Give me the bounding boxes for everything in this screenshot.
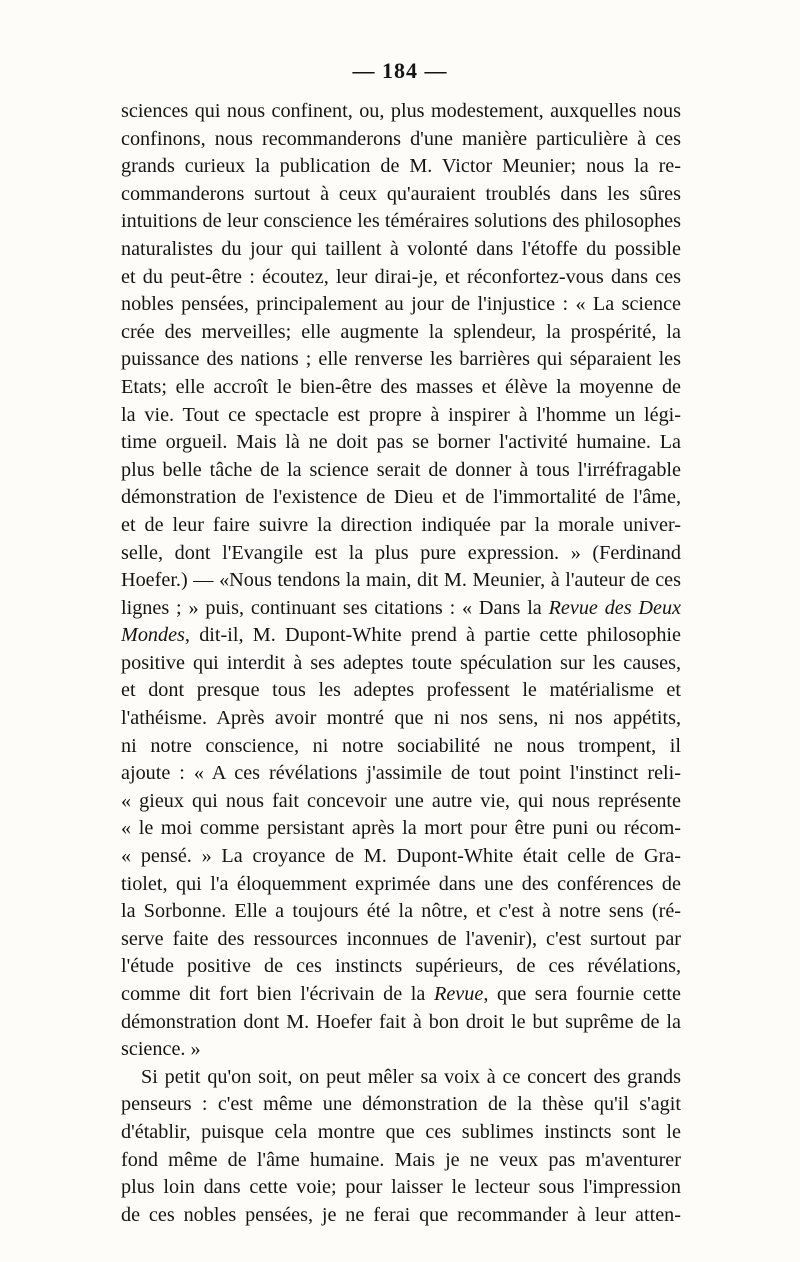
text-line: lignes ; » puis, continuant ses citations : « Dans la Revue des Deux bbox=[121, 596, 681, 619]
italic-title: Revue des Deux bbox=[548, 596, 681, 619]
text-line: crée des merveilles; elle augmente la splendeur, la prospérité, la bbox=[121, 320, 681, 343]
text-line: serve faite des ressources inconnues de l'avenir), c'est surtout par bbox=[121, 927, 681, 950]
text-line: commanderons surtout à ceux qu'auraient troublés dans les sûres bbox=[121, 182, 681, 205]
text-line: intuitions de leur conscience les téméraires solutions des philosophes bbox=[121, 210, 681, 233]
text-line: la Sorbonne. Elle a toujours été la nôtre, et c'est à notre sens (ré- bbox=[121, 900, 681, 923]
text-line: fond même de l'âme humaine. Mais je ne veux pas m'aventurer bbox=[121, 1148, 681, 1171]
text-line: de ces nobles pensées, je ne ferai que recommander à leur atten- bbox=[121, 1203, 681, 1226]
text-line: « le moi comme persistant après la mort pour être puni ou récom- bbox=[121, 817, 681, 840]
text-line: confinons, nous recommanderons d'une manière particulière à ces bbox=[121, 127, 681, 150]
text-line: plus belle tâche de la science serait de donner à tous l'irréfragable bbox=[121, 458, 681, 481]
text-line: l'étude positive de ces instincts supérieurs, de ces révélations, bbox=[121, 955, 681, 978]
text-line: grands curieux la publication de M. Victor Meunier; nous la re- bbox=[121, 155, 681, 178]
text-line: selle, dont l'Evangile est la plus pure expression. » (Ferdinand bbox=[121, 541, 681, 564]
text-line: ni notre conscience, ni notre sociabilité ne nous trompent, il bbox=[121, 734, 681, 757]
text-line: d'établir, puisque cela montre que ces sublimes instincts sont le bbox=[121, 1120, 681, 1143]
body-text bbox=[121, 98, 681, 1229]
page-number: — 184 — bbox=[352, 58, 448, 83]
text-line: et du peut-être : écoutez, leur dirai-je, et réconfortez-vous dans ces bbox=[121, 265, 681, 288]
text-line: comme dit fort bien l'écrivain de la Revue, que sera fournie cette bbox=[121, 983, 681, 1005]
text-line: penseurs : c'est même une démonstration de la thèse qu'il s'agit bbox=[121, 1093, 681, 1116]
italic-title: Revue bbox=[434, 983, 484, 1005]
italic-title: Mondes bbox=[121, 624, 185, 647]
text-line: démonstration dont M. Hoefer fait à bon droit le but suprême de la bbox=[121, 1010, 681, 1033]
text-line: sciences qui nous confinent, ou, plus modestement, auxquelles nous bbox=[121, 100, 681, 122]
text-line: Si petit qu'on soit, on peut mêler sa voix à ce concert des grands bbox=[141, 1065, 681, 1088]
text-line: et dont presque tous les adeptes professent le matérialisme et bbox=[121, 679, 681, 702]
text-line: tiolet, qui l'a éloquemment exprimée dans une des conférences de bbox=[121, 872, 681, 895]
text-line: « gieux qui nous fait concevoir une autre vie, qui nous représente bbox=[121, 789, 681, 812]
text-line: naturalistes du jour qui taillent à volonté dans l'étoffe du possible bbox=[121, 237, 681, 260]
text-line: nobles pensées, principalement au jour de l'injustice : « La science bbox=[121, 293, 681, 316]
text-line: positive qui interdit à ses adeptes toute spéculation sur les causes, bbox=[121, 651, 681, 674]
text-line: ajoute : « A ces révélations j'assimile de tout point l'instinct reli- bbox=[121, 762, 681, 785]
text-line: démonstration de l'existence de Dieu et de l'immortalité de l'âme, bbox=[121, 486, 681, 509]
text-line: Etats; elle accroît le bien-être des masses et élève la moyenne de bbox=[121, 375, 681, 398]
text-line: l'athéisme. Après avoir montré que ni nos sens, ni nos appétits, bbox=[121, 707, 681, 730]
text-line: la vie. Tout ce spectacle est propre à inspirer à l'homme un légi- bbox=[121, 403, 681, 426]
text-line: puissance des nations ; elle renverse les barrières qui séparaient les bbox=[121, 348, 681, 371]
text-line: et de leur faire suivre la direction indiquée par la morale univer- bbox=[121, 513, 681, 536]
text-line: time orgueil. Mais là ne doit pas se borner l'activité humaine. La bbox=[121, 431, 681, 454]
text-line: Mondes, dit-il, M. Dupont-White prend à partie cette philosophie bbox=[121, 624, 681, 647]
text-line: « pensé. » La croyance de M. Dupont-White était celle de Gra- bbox=[121, 845, 681, 868]
text-line: science. » bbox=[121, 1038, 201, 1061]
text-line: plus loin dans cette voie; pour laisser le lecteur sous l'impression bbox=[121, 1176, 681, 1199]
text-line: Hoefer.) — «Nous tendons la main, dit M. Meunier, à l'auteur de ces bbox=[121, 569, 681, 592]
